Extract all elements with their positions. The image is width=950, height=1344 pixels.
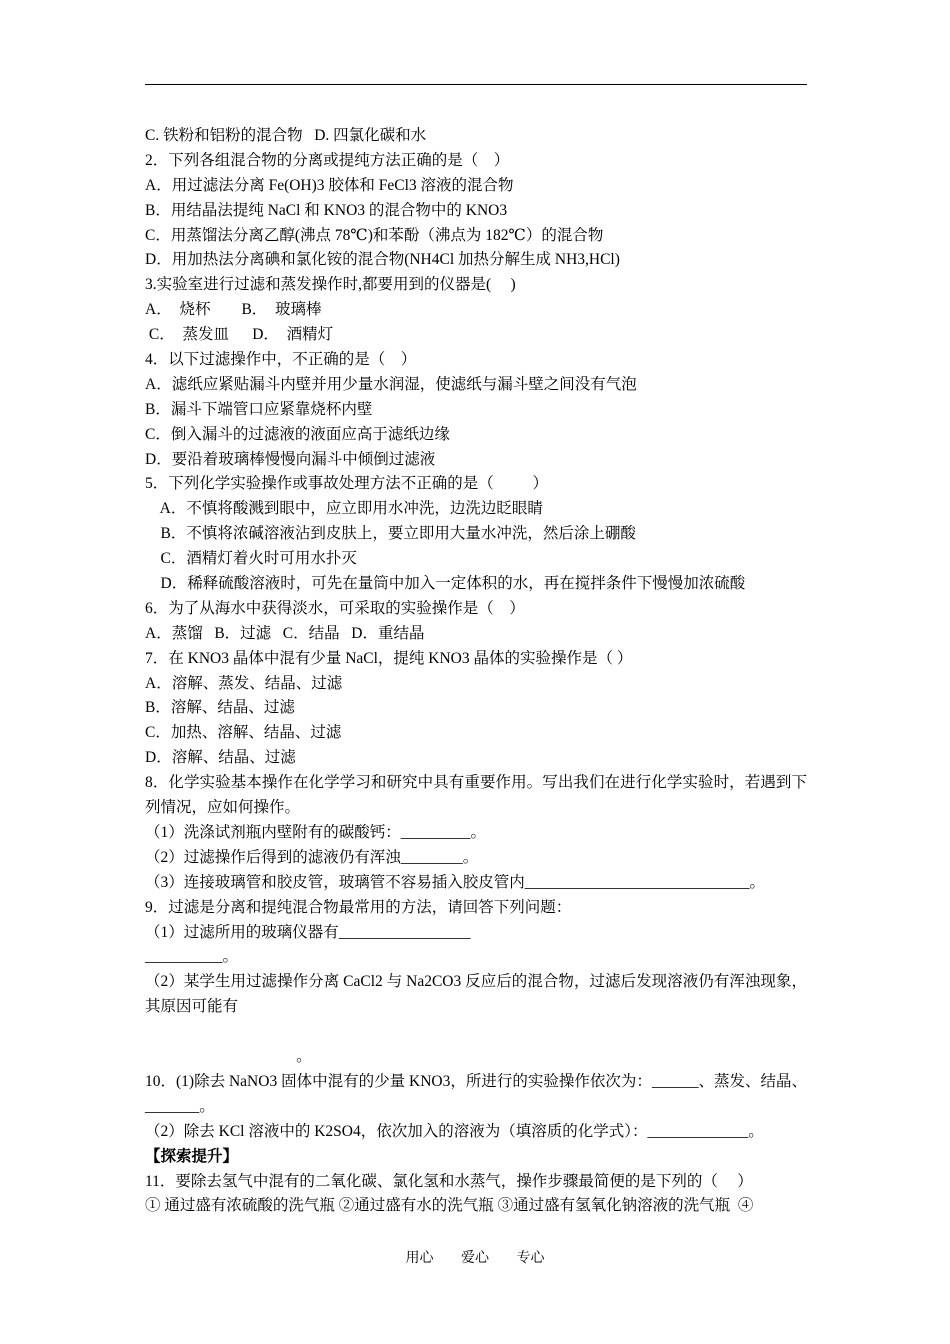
question-5-stem: 5．下列化学实验操作或事故处理方法不正确的是（ ） [145, 475, 549, 493]
question-6-options: A．蒸馏 B．过滤 C．结晶 D．重结晶 [145, 624, 425, 642]
question-3-stem: 3.实验室进行过滤和蒸发操作时,都要用到的仪器是( ) [145, 276, 516, 294]
page-footer [0, 1247, 950, 1267]
question-8-intro: 8．化学实验基本操作在化学学习和研究中具有重要作用。写出我们在进行化学实验时，若遇到下列情况，应如何操作。 [145, 774, 807, 817]
question-4-option-d: D．要沿着玻璃棒慢慢向漏斗中倾倒过滤液 [145, 450, 436, 468]
question-5-option-a: A．不慎将酸溅到眼中，应立即用水冲洗，边洗边眨眼睛 [145, 500, 543, 518]
section-heading: 【探索提升】 [145, 1147, 239, 1165]
question-2-option-d: D．用加热法分离碘和氯化铵的混合物(NH4Cl 加热分解生成 NH3,HCl) [145, 251, 620, 269]
question-3-options-ab: A． 烧杯 B． 玻璃棒 [145, 301, 322, 319]
footer-word-1: 用心 [405, 1251, 434, 1266]
question-9-item-2-end: 。 [145, 1048, 312, 1066]
question-5-option-c: C．酒精灯着火时可用水扑灭 [145, 550, 357, 568]
question-7-stem: 7．在 KNO3 晶体中混有少量 NaCl，提纯 KNO3 晶体的实验操作是（ ） [145, 649, 633, 667]
question-5-option-b: B．不慎将浓碱溶液沾到皮肤上，要立即用大量水冲洗，然后涂上硼酸 [145, 525, 636, 543]
question-7-option-a: A．溶解、蒸发、结晶、过滤 [145, 674, 343, 692]
question-8-item-1: （1）洗涤试剂瓶内壁附有的碳酸钙：_________。 [145, 823, 487, 841]
question-9-item-1: （1）过滤所用的玻璃仪器有_________________ [145, 923, 471, 941]
question-4-option-a: A．滤纸应紧贴漏斗内壁并用少量水润湿，使滤纸与漏斗壁之间没有气泡 [145, 375, 637, 393]
question-10-item-1: 10．(1)除去 NaNO3 固体中混有的少量 KNO3，所进行的实验操作依次为：______、蒸发、结晶、_______。 [145, 1072, 807, 1115]
header-rule [145, 84, 807, 85]
footer-word-3: 专心 [516, 1251, 545, 1266]
question-2-stem: 2．下列各组混合物的分离或提纯方法正确的是（ ） [145, 151, 510, 169]
question-2-option-b: B．用结晶法提纯 NaCl 和 KNO3 的混合物中的 KNO3 [145, 201, 508, 219]
question-7-option-c: C．加热、溶解、结晶、过滤 [145, 724, 342, 742]
question-8-item-3: （3）连接玻璃管和胶皮管，玻璃管不容易插入胶皮管内_____________________________。 [145, 873, 766, 891]
question-4-option-c: C．倒入漏斗的过滤液的液面应高于滤纸边缘 [145, 425, 450, 443]
text-line: C. 铁粉和铝粉的混合物 D. 四氯化碳和水 [145, 127, 427, 144]
question-3-options-cd: C． 蒸发皿 D． 酒精灯 [145, 326, 334, 344]
question-7-option-d: D．溶解、结晶、过滤 [145, 749, 296, 767]
question-10-item-2: （2）除去 KCl 溶液中的 K2SO4，依次加入的溶液为（填溶质的化学式）：_____________。 [145, 1122, 764, 1140]
document-body [145, 124, 807, 1219]
question-8-item-2: （2）过滤操作后得到的滤液仍有浑浊________。 [145, 848, 479, 866]
question-2-option-a: A．用过滤法分离 Fe(OH)3 胶体和 FeCl3 溶液的混合物 [145, 176, 514, 194]
question-4-option-b: B．漏斗下端管口应紧靠烧杯内壁 [145, 400, 373, 418]
question-11-options: ① 通过盛有浓硫酸的洗气瓶 ②通过盛有水的洗气瓶 ③通过盛有氢氧化钠溶液的洗气瓶 ④ [145, 1197, 754, 1215]
question-2-option-c: C．用蒸馏法分离乙醇(沸点 78℃)和苯酚（沸点为 182℃）的混合物 [145, 226, 604, 244]
question-5-option-d: D．稀释硫酸溶液时，可先在量筒中加入一定体积的水，再在搅拌条件下慢慢加浓硫酸 [145, 575, 746, 593]
question-4-stem: 4．以下过滤操作中，不正确的是（ ） [145, 351, 417, 369]
answer-space [145, 1020, 807, 1045]
footer-word-2: 爱心 [461, 1251, 489, 1266]
question-9-item-1-continued: __________。 [145, 948, 239, 966]
question-9-intro: 9．过滤是分离和提纯混合物最常用的方法，请回答下列问题： [145, 898, 572, 916]
question-7-option-b: B．溶解、结晶、过滤 [145, 699, 295, 717]
question-11-stem: 11．要除去氢气中混有的二氧化碳、氯化氢和水蒸气，操作步骤最简便的是下列的（ ） [145, 1172, 753, 1190]
question-9-item-2: （2）某学生用过滤操作分离 CaCl2 与 Na2CO3 反应后的混合物，过滤后发现溶液仍有浑浊现象，其原因可能有 [145, 973, 807, 1016]
question-6-stem: 6．为了从海水中获得淡水，可采取的实验操作是（ ） [145, 599, 525, 617]
